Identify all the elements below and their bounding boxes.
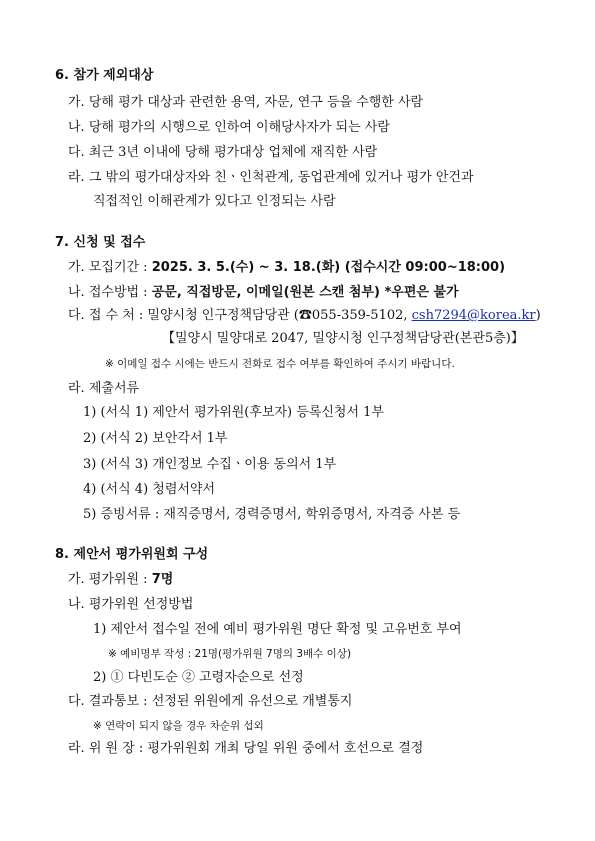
sec6-item-3: 다. 최근 3년 이내에 당해 평가대상 업체에 재직한 사람 <box>68 145 378 160</box>
submission-method <box>68 285 459 301</box>
office-address: 【밀양시 밀양대로 2047, 밀양시청 인구정책담당관(본관5층)】 <box>162 331 524 346</box>
submission-method-label: 나. 접수방법 : <box>68 285 152 300</box>
sec6-item-2: 나. 당해 평가의 시행으로 인하여 이해당사자가 되는 사람 <box>68 120 390 135</box>
sec6-item-1: 가. 당해 평가 대상과 관련한 용역, 자문, 연구 등을 수행한 사람 <box>68 95 424 110</box>
section-8-title: 8. 제안서 평가위원회 구성 <box>55 547 209 562</box>
committee-members-value: 7명 <box>151 572 174 587</box>
recruit-period <box>68 260 505 276</box>
committee-chair: 라. 위 원 장 : 평가위원회 개최 당일 위원 중에서 호선으로 결정 <box>68 741 424 756</box>
result-notification: 다. 결과통보 : 선정된 위원에게 유선으로 개별통지 <box>68 694 353 709</box>
document-item-4: 4) (서식 4) 청렴서약서 <box>83 482 216 497</box>
email-link[interactable]: csh7294@korea.kr <box>411 308 536 323</box>
document-item-5: 5) 증빙서류 : 재직증명서, 경력증명서, 학위증명서, 자격증 사본 등 <box>83 507 461 522</box>
recruit-period-label: 가. 모집기간 : <box>68 260 152 275</box>
selection-step-1-note: ※ 예비명부 작성 : 21명(평가위원 7명의 3배수 이상) <box>108 648 352 660</box>
committee-members <box>68 572 173 588</box>
section-7-title: 7. 신청 및 접수 <box>55 235 146 250</box>
selection-step-1: 1) 제안서 접수일 전에 예비 평가위원 명단 확정 및 고유번호 부여 <box>93 622 462 637</box>
result-notification-note: ※ 연락이 되지 않을 경우 차순위 섭외 <box>93 720 264 732</box>
submission-method-value: 공문, 직접방문, 이메일(원본 스캔 첨부) *우편은 불가 <box>151 285 459 300</box>
section-6-title: 6. 참가 제외대상 <box>55 68 154 83</box>
document-item-3: 3) (서식 3) 개인정보 수집ㆍ이용 동의서 1부 <box>83 457 337 472</box>
recruit-period-value: 2025. 3. 5.(수) ~ 3. 18.(화) (접수시간 09:00~18:00) <box>151 260 506 275</box>
committee-members-label: 가. 평가위원 : <box>68 572 152 587</box>
submission-place-close: ) <box>535 308 541 323</box>
sec6-item-4: 라. 그 밖의 평가대상자와 친ㆍ인척관계, 동업관계에 있거나 평가 안건과 <box>68 170 474 185</box>
document-item-1: 1) (서식 1) 제안서 평가위원(후보자) 등록신청서 1부 <box>83 405 385 420</box>
document-item-2: 2) (서식 2) 보안각서 1부 <box>83 431 228 446</box>
documents-title: 라. 제출서류 <box>68 381 140 396</box>
submission-place-text: 밀양시청 인구정책담당관 (☎055-359-5102, <box>147 308 412 323</box>
selection-step-2: 2) ① 다빈도순 ② 고령자순으로 선정 <box>93 670 304 685</box>
email-notice: ※ 이메일 접수 시에는 반드시 전화로 접수 여부를 확인하여 주시기 바랍니다. <box>105 358 455 370</box>
submission-place-label: 다. 접 수 처 : <box>68 308 148 323</box>
submission-place <box>68 308 541 324</box>
sec6-item-4-cont: 직접적인 이해관계가 있다고 인정되는 사람 <box>93 194 336 209</box>
selection-method-title: 나. 평가위원 선정방법 <box>68 597 194 612</box>
